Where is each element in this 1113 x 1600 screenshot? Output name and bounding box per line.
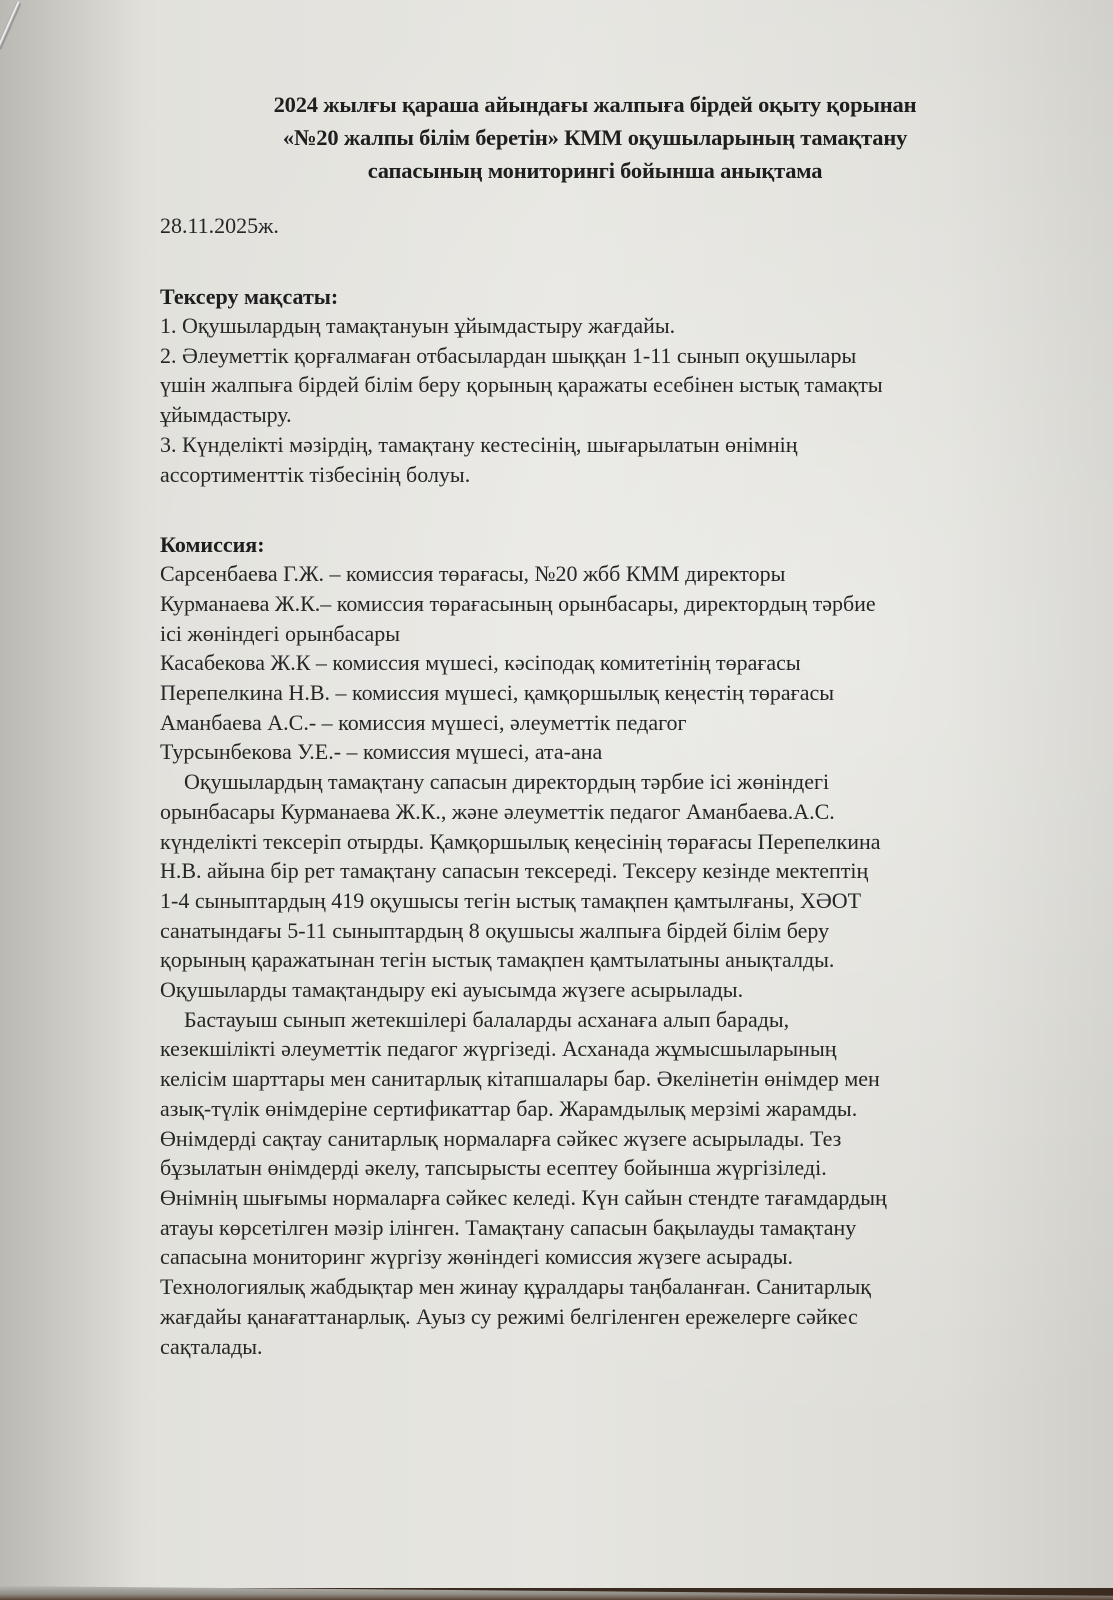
commission-member: Касабекова Ж.К – комиссия мүшесі, кәсіподақ комитетінің төрағасы (160, 650, 801, 676)
paragraph-line: орынбасары Курманаева Ж.К., және әлеуметтік педагог Аманбаева.А.С. (160, 798, 835, 824)
commission-heading: Комиссия: (160, 532, 265, 558)
paper-edge (0, 1586, 1113, 1600)
paragraph-line: азық-түлік өнімдеріне сертификаттар бар. Жарамдылық мерзімі жарамды. (160, 1095, 858, 1121)
purpose-line: 3. Күнделікті мәзірдің, тамақтану кестесінің, шығарылатын өнімнің (160, 431, 798, 457)
commission-member: Курманаева Ж.К.– комиссия төрағасының орынбасары, директордың тәрбие (160, 590, 876, 616)
commission-member: Сарсенбаева Г.Ж. – комиссия төрағасы, №20 жбб КММ директоры (160, 561, 786, 587)
commission-member: ісі жөніндегі орынбасары (160, 620, 401, 646)
commission-member: Аманбаева А.С.- – комиссия мүшесі, әлеуметтік педагог (160, 709, 687, 735)
body-paragraph-2 (160, 1005, 1040, 1361)
paragraph-line: Өнімнің шығымы нормаларға сәйкес келеді. Күн сайын стендте тағамдардың (160, 1184, 887, 1210)
title-line: «№20 жалпы білім беретін» КММ оқушыларының тамақтану (282, 125, 908, 150)
purpose-line: 2. Әлеуметтік қорғалмаған отбасылардан шыққан 1-11 сынып оқушылары (160, 342, 857, 368)
staple-icon (0, 1, 21, 48)
paragraph-line: 1-4 сыныптардың 419 оқушысы тегін ыстық тамақпен қамтылғаны, ХӘОТ (160, 887, 862, 913)
document-date: 28.11.2025ж. (160, 213, 279, 238)
paragraph-line: Өнімдерді сақтау санитарлық нормаларға сәйкес жүзеге асырылады. Тез (160, 1125, 842, 1151)
title-line: 2024 жылғы қараша айындағы жалпыға бірдей оқыту қорынан (273, 92, 917, 117)
paragraph-line: Бастауыш сынып жетекшілері балаларды асханаға алып барады, (184, 1006, 790, 1032)
paragraph-line: қорының қаражатынан тегін ыстық тамақпен қамтылатыны анықталды. (160, 947, 835, 973)
paragraph-line: сапасына мониторинг жүргізу жөніндегі комиссия жүзеге асырады. (160, 1244, 793, 1270)
purpose-line: үшін жалпыға бірдей білім беру қорының қаражаты есебінен ыстық тамақты (160, 372, 883, 398)
paragraph-line: Оқушыларды тамақтандыру екі ауысымда жүзеге асырылады. (160, 977, 744, 1003)
paragraph-line: Технологиялық жабдықтар мен жинау құралдары таңбаланған. Санитарлық (160, 1274, 871, 1300)
paragraph-line: Оқушылардың тамақтану сапасын директордың тәрбие ісі жөніндегі (184, 769, 830, 795)
paragraph-line: келісім шарттары мен санитарлық кітапшалары бар. Әкелінетін өнімдер мен (160, 1066, 880, 1092)
body-paragraph-1 (160, 767, 1040, 1005)
purpose-line: ассортименттік тізбесінің болуы. (160, 461, 471, 487)
commission-list (160, 559, 1040, 767)
paragraph-line: Н.В. айына бір рет тамақтану сапасын тексереді. Тексеру кезінде мектептің (160, 858, 869, 884)
document-body (160, 88, 1040, 1361)
title-line: сапасының мониторингі бойынша анықтама (367, 158, 823, 183)
paragraph-line: сақталады. (160, 1333, 263, 1359)
commission-member: Перепелкина Н.В. – комиссия мүшесі, қамқоршылық кеңестің төрағасы (160, 680, 835, 706)
paragraph-line: күнделікті тексеріп отырды. Қамқоршылық кеңесінің төрағасы Перепелкина (160, 828, 881, 854)
commission-member: Турсынбекова У.Е.- – комиссия мүшесі, ата-ана (160, 739, 603, 765)
document-title (170, 88, 1020, 187)
purpose-line: 1. Оқушылардың тамақтануын ұйымдастыру жағдайы. (160, 313, 676, 338)
paragraph-line: атауы көрсетілген мәзір ілінген. Тамақтану сапасын бақылауды тамақтану (160, 1214, 857, 1240)
paper-shadow (0, 0, 160, 1588)
paragraph-line: бұзылатын өнімдерді әкелу, тапсырысты есептеу бойынша жүргізіледі. (160, 1155, 827, 1181)
paragraph-line: жағдайы қанағаттанарлық. Ауыз су режимі белгіленген ережелерге сәйкес (160, 1303, 858, 1329)
purpose-heading: Тексеру мақсаты: (160, 284, 339, 309)
purpose-line: ұйымдастыру. (160, 402, 292, 428)
purpose-list (160, 311, 1040, 489)
paragraph-line: кезекшілікті әлеуметтік педагог жүргізеді. Асханада жұмысшыларының (160, 1036, 837, 1062)
paragraph-line: санатындағы 5-11 сыныптардың 8 оқушысы жалпыға бірдей білім беру (160, 917, 830, 943)
